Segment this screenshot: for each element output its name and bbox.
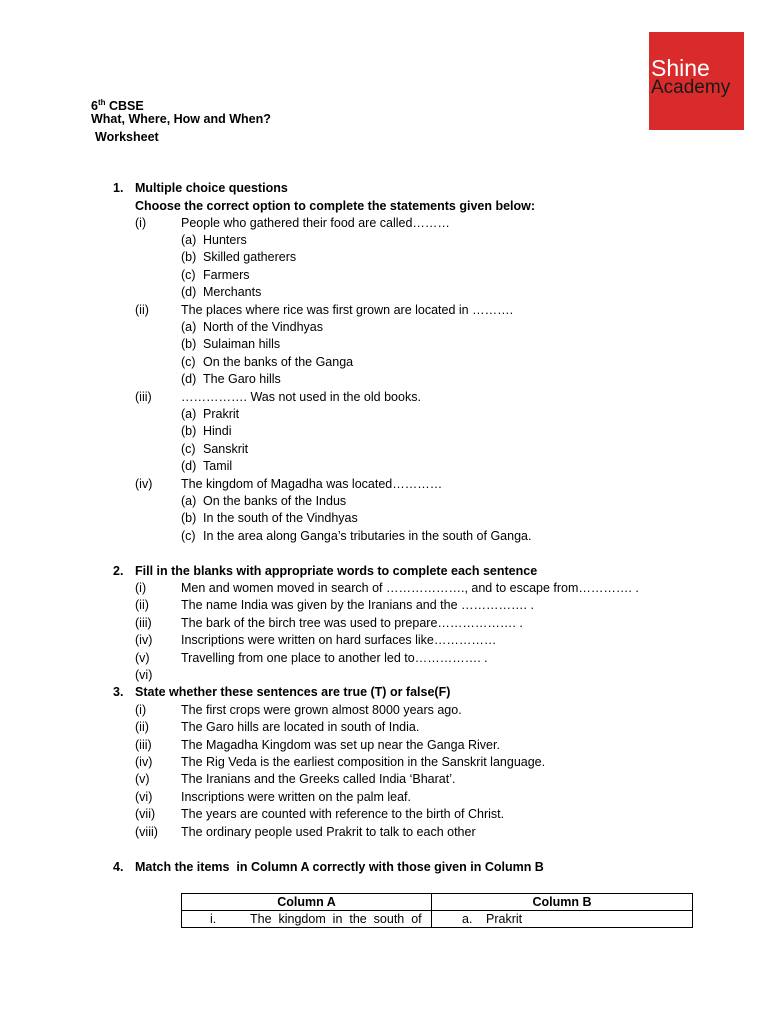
option-label: (d) bbox=[181, 285, 197, 299]
match-table bbox=[181, 893, 693, 928]
option-label: (b) bbox=[181, 250, 197, 264]
cell-num: a. bbox=[462, 912, 473, 926]
option-text: On the banks of the Ganga bbox=[203, 355, 354, 369]
q1-title: Multiple choice questions bbox=[135, 181, 288, 195]
q2-item-num: (i) bbox=[135, 581, 147, 595]
q1-item-text: People who gathered their food are called……… bbox=[181, 216, 450, 230]
q3-item-text: The first crops were grown almost 8000 years ago. bbox=[181, 703, 462, 717]
q2-item-text: Inscriptions were written on hard surfaces like…………… bbox=[181, 633, 497, 647]
cell-text: Prakrit bbox=[486, 912, 523, 926]
option-label: (a) bbox=[181, 320, 197, 334]
q2-item-text: The name India was given by the Iranians and the ……………. . bbox=[181, 598, 534, 612]
q3-item-num: (v) bbox=[135, 772, 150, 786]
logo-line2: Academy bbox=[651, 77, 731, 98]
option-label: (a) bbox=[181, 407, 197, 421]
q3-item-num: (iii) bbox=[135, 738, 152, 752]
q2-number: 2. bbox=[113, 564, 124, 578]
option-text: On the banks of the Indus bbox=[203, 494, 347, 508]
column-a-header: Column A bbox=[182, 894, 432, 911]
option-text: Sanskrit bbox=[203, 442, 249, 456]
q1-item-text: ……………. Was not used in the old books. bbox=[181, 390, 421, 404]
option-label: (c) bbox=[181, 268, 196, 282]
q2-item-num: (iii) bbox=[135, 616, 152, 630]
q3-item-num: (iv) bbox=[135, 755, 153, 769]
column-b-header: Column B bbox=[432, 894, 693, 911]
logo-line1: Shine bbox=[651, 55, 710, 81]
q3-item-text: The Garo hills are located in south of India. bbox=[181, 720, 420, 734]
q3-item-num: (i) bbox=[135, 703, 147, 717]
option-label: (b) bbox=[181, 511, 197, 525]
q1-number: 1. bbox=[113, 181, 124, 195]
column-a-cell bbox=[182, 911, 432, 928]
grade-label: 6th CBSE bbox=[91, 98, 144, 114]
option-text: The Garo hills bbox=[203, 372, 281, 386]
table-header-row bbox=[182, 894, 693, 911]
q3-item-text: The Rig Veda is the earliest composition in the Sanskrit language. bbox=[181, 755, 546, 769]
column-b-cell bbox=[432, 911, 693, 928]
option-text: In the south of the Vindhyas bbox=[203, 511, 358, 525]
option-label: (c) bbox=[181, 355, 196, 369]
q1-item-num: (i) bbox=[135, 216, 147, 230]
option-text: Prakrit bbox=[203, 407, 240, 421]
q2-item-text: Men and women moved in search of ………………., and to escape from…………. . bbox=[181, 581, 639, 595]
q4-number: 4. bbox=[113, 860, 124, 874]
cell-num: i. bbox=[210, 912, 217, 926]
q3-item-num: (vii) bbox=[135, 807, 156, 821]
q1-item-num: (iii) bbox=[135, 390, 152, 404]
q3-item-text: Inscriptions were written on the palm leaf. bbox=[181, 790, 411, 804]
q3-item-text: The Iranians and the Greeks called India ‘Bharat’. bbox=[181, 772, 456, 786]
q1-item-num: (iv) bbox=[135, 477, 153, 491]
q1-item-text: The places where rice was first grown are located in ………. bbox=[181, 303, 514, 317]
option-text: In the area along Ganga’s tributaries in the south of Ganga. bbox=[203, 529, 532, 543]
option-text: Farmers bbox=[203, 268, 250, 282]
q2-item-text: The bark of the birch tree was used to prepare………………. . bbox=[181, 616, 523, 630]
q3-item-num: (ii) bbox=[135, 720, 149, 734]
option-label: (a) bbox=[181, 233, 197, 247]
q3-item-num: (vi) bbox=[135, 790, 153, 804]
q2-item-num: (ii) bbox=[135, 598, 149, 612]
q1-item-num: (ii) bbox=[135, 303, 149, 317]
option-text: Hindi bbox=[203, 424, 232, 438]
shine-academy-logo bbox=[649, 32, 744, 130]
q3-item-text: The years are counted with reference to the birth of Christ. bbox=[181, 807, 505, 821]
option-label: (d) bbox=[181, 372, 197, 386]
q3-item-text: The ordinary people used Prakrit to talk to each other bbox=[181, 825, 476, 839]
option-text: Tamil bbox=[203, 459, 233, 473]
option-text: Merchants bbox=[203, 285, 262, 299]
q2-item-text: Travelling from one place to another led to……………. . bbox=[181, 651, 488, 665]
option-text: Skilled gatherers bbox=[203, 250, 297, 264]
q3-item-num: (viii) bbox=[135, 825, 158, 839]
q3-item-text: The Magadha Kingdom was set up near the Ganga River. bbox=[181, 738, 500, 752]
q2-title: Fill in the blanks with appropriate words to complete each sentence bbox=[135, 564, 538, 578]
table-row bbox=[182, 911, 693, 928]
worksheet-title: What, Where, How and When? bbox=[91, 112, 271, 126]
option-text: North of the Vindhyas bbox=[203, 320, 323, 334]
cell-text: The kingdom in the south of bbox=[250, 912, 422, 926]
q4-title: Match the items in Column A correctly with those given in Column B bbox=[135, 860, 544, 874]
option-label: (a) bbox=[181, 494, 197, 508]
q3-number: 3. bbox=[113, 685, 124, 699]
q2-item-num: (iv) bbox=[135, 633, 153, 647]
option-text: Sulaiman hills bbox=[203, 337, 281, 351]
option-label: (c) bbox=[181, 442, 196, 456]
option-text: Hunters bbox=[203, 233, 247, 247]
option-label: (b) bbox=[181, 424, 197, 438]
q1-instruction: Choose the correct option to complete the statements given below: bbox=[135, 199, 536, 213]
q2-item-num: (v) bbox=[135, 651, 150, 665]
worksheet-subtitle: Worksheet bbox=[95, 130, 159, 144]
q3-title: State whether these sentences are true (T) or false(F) bbox=[135, 685, 451, 699]
option-label: (d) bbox=[181, 459, 197, 473]
option-label: (b) bbox=[181, 337, 197, 351]
option-label: (c) bbox=[181, 529, 196, 543]
q1-item-text: The kingdom of Magadha was located………… bbox=[181, 477, 443, 491]
q2-item-num: (vi) bbox=[135, 668, 153, 682]
